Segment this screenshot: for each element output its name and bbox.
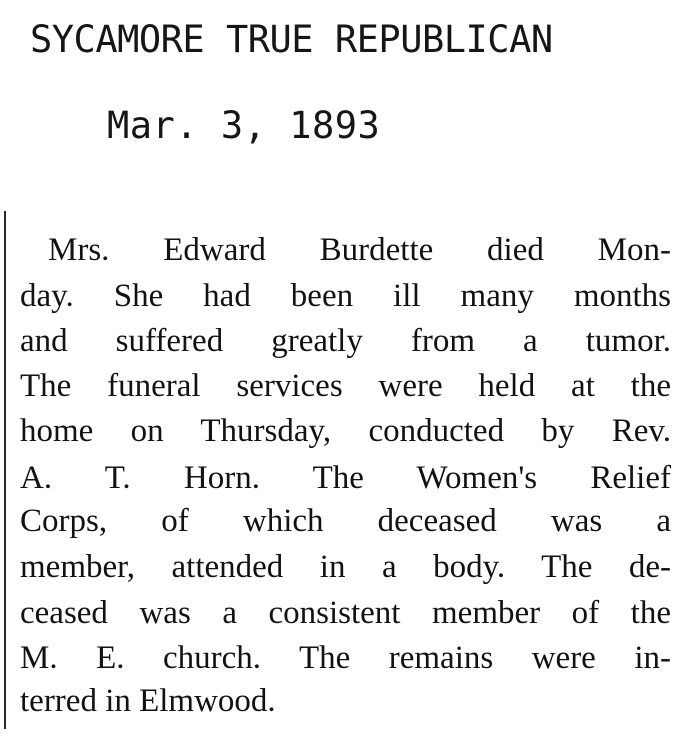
article-line: ceased was a consistent member of the [20, 595, 671, 631]
article-line: Mrs. Edward Burdette died Mon- [48, 232, 671, 268]
clipping-edge-rule [4, 211, 6, 729]
article-line: member, attended in a body. The de- [20, 549, 671, 585]
article-line: day. She had been ill many months [20, 278, 671, 314]
article-line: home on Thursday, conducted by Rev. [20, 413, 671, 449]
article-line: M. E. church. The remains were in- [20, 640, 671, 676]
article-line: terred in Elmwood. [20, 683, 276, 719]
newspaper-name: SYCAMORE TRUE REPUBLICAN [30, 18, 553, 61]
publication-date: Mar. 3, 1893 [107, 104, 381, 147]
article-line: and suffered greatly from a tumor. [20, 323, 671, 359]
article-line: The funeral services were held at the [20, 368, 671, 404]
article-line: A. T. Horn. The Women's Relief [20, 460, 671, 496]
article-clipping [4, 211, 683, 753]
article-line: Corps, of which deceased was a [20, 503, 671, 539]
